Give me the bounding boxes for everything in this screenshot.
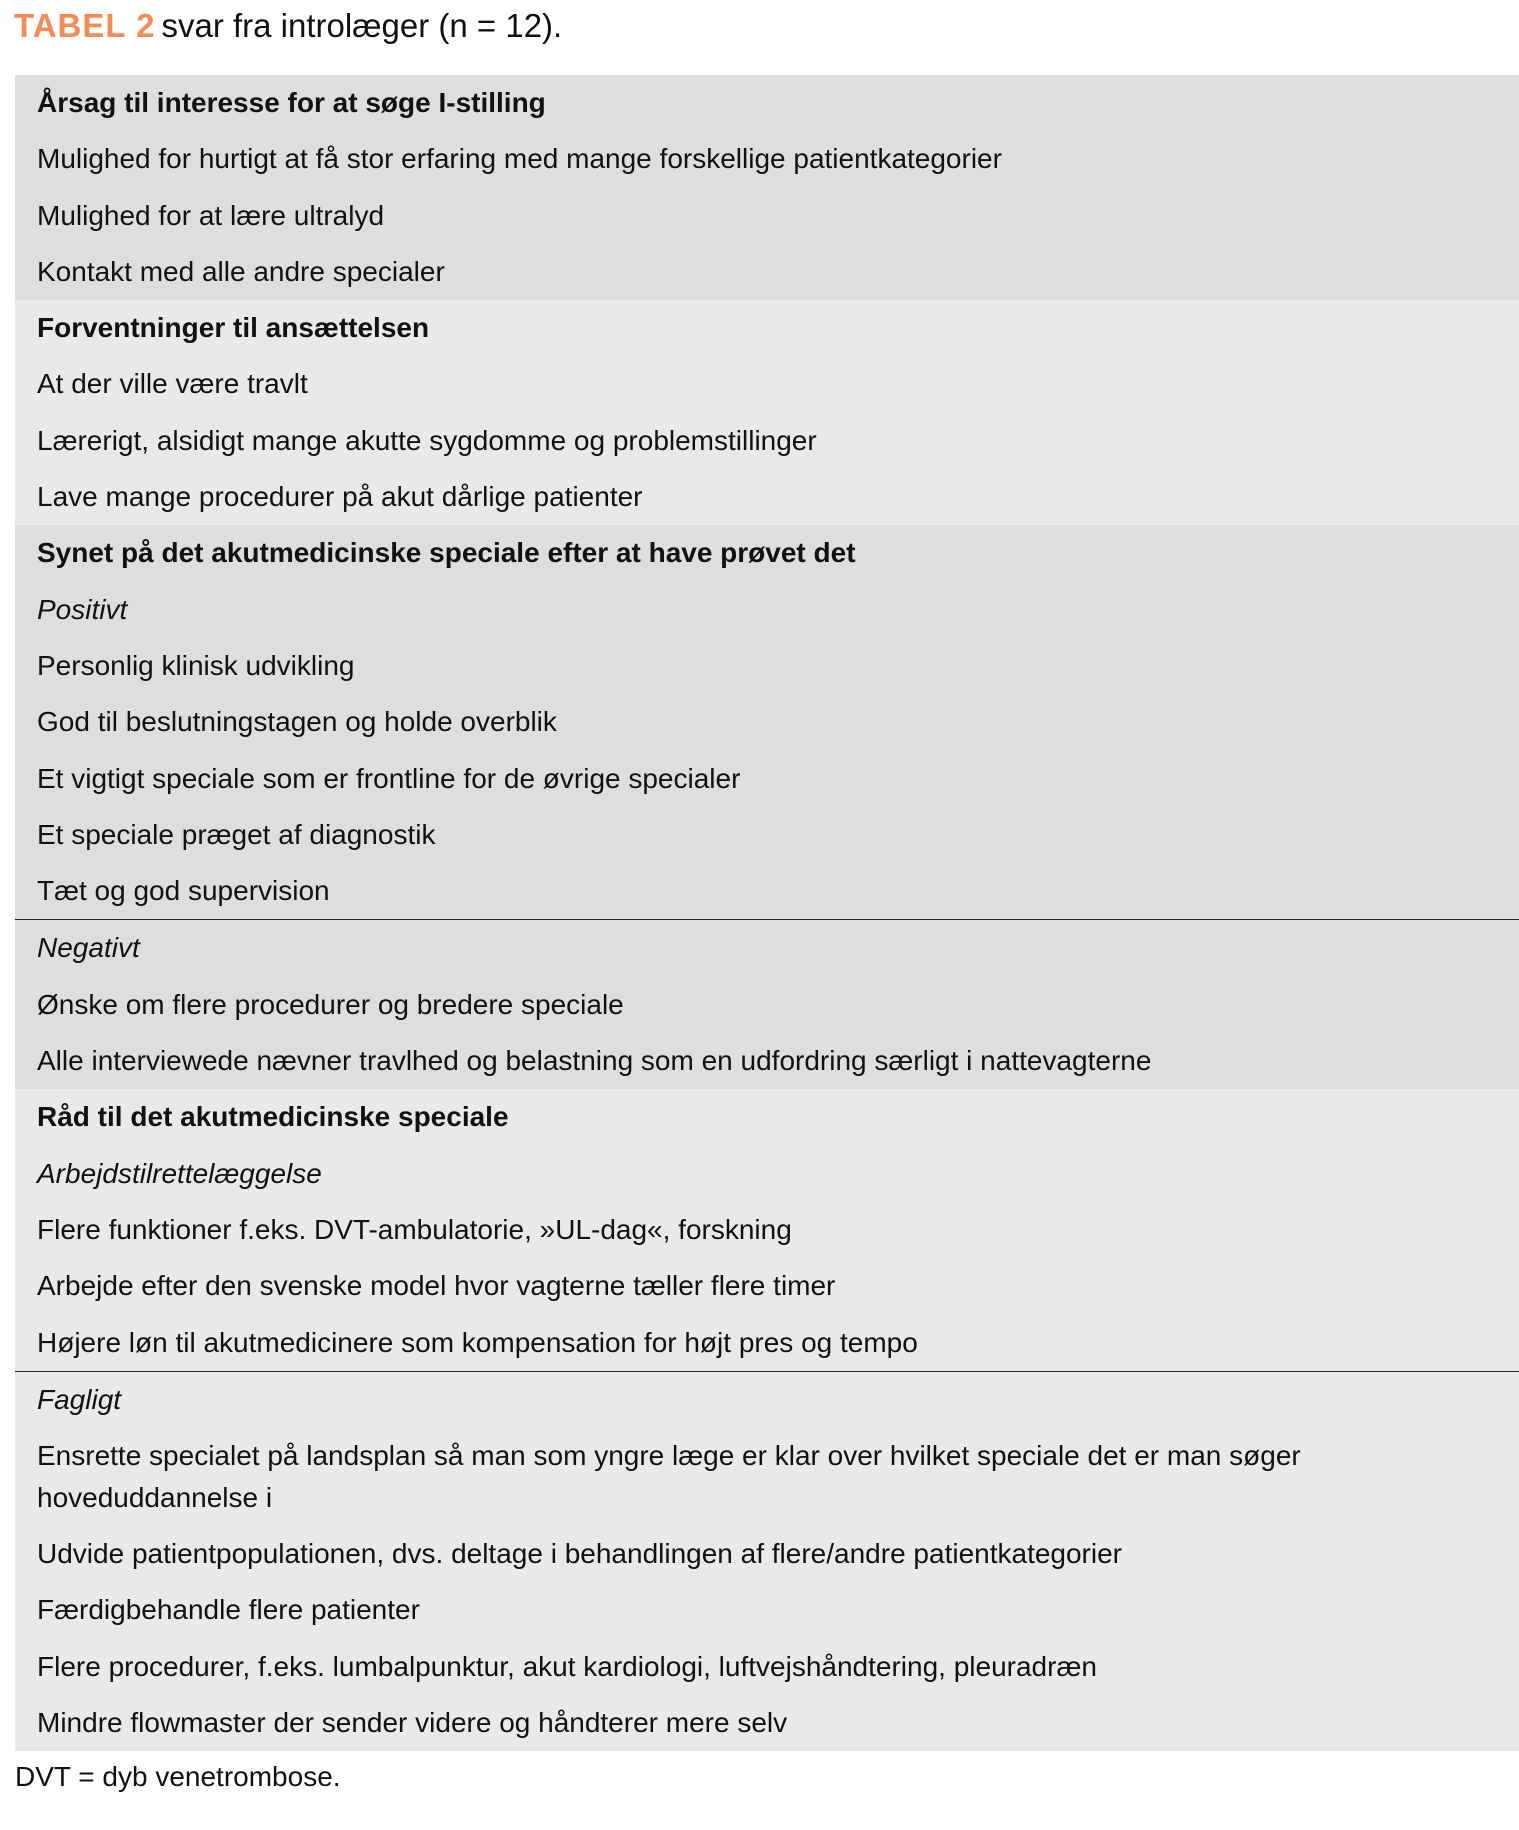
list-item: Mulighed for hurtigt at få stor erfaring med mange forskellige patientkategorier [37, 143, 1002, 175]
list-item: Ensrette specialet på landsplan så man som yngre læge er klar over hvilket speciale det er man søger hoveduddannelse i [37, 1440, 1301, 1514]
list-item: Færdigbehandle flere patienter [37, 1594, 420, 1626]
section-heading: Råd til det akutmedicinske speciale [37, 1101, 509, 1133]
subheading-positive: Positivt [37, 593, 128, 625]
list-item: Tæt og god supervision [37, 875, 330, 907]
list-item: Arbejde efter den svenske model hvor vagterne tæller flere timer [37, 1270, 836, 1302]
list-item: Personlig klinisk udvikling [37, 649, 355, 681]
subheading-work-organization: Arbejdstilrettelæggelse [37, 1157, 322, 1189]
list-item: Alle interviewede nævner travlhed og belastning som en udfordring særligt i nattevagterne [37, 1045, 1152, 1077]
subheading-professional: Fagligt [37, 1383, 122, 1415]
list-item: Flere procedurer, f.eks. lumbalpunktur, akut kardiologi, luftvejshåndtering, pleuradræn [37, 1650, 1097, 1682]
list-item: At der ville være travlt [37, 368, 308, 400]
list-item: Lave mange procedurer på akut dårlige patienter [37, 481, 643, 513]
section-heading: Synet på det akutmedicinske speciale efter at have prøvet det [37, 537, 856, 569]
table-label: TABEL 2 [14, 7, 156, 44]
section-expectations [15, 300, 1519, 525]
responses-table [15, 75, 1519, 1751]
subheading-negative: Negativt [37, 932, 140, 964]
list-item: Mulighed for at lære ultralyd [37, 199, 385, 231]
section-heading: Årsag til interesse for at søge I-stilling [37, 87, 546, 118]
table-caption: svar fra introlæger (n = 12). [161, 7, 563, 44]
table-footnote: DVT = dyb venetrombose. [15, 1761, 341, 1792]
list-item: Mindre flowmaster der sender videre og håndterer mere selv [37, 1707, 788, 1739]
list-item: Lærerigt, alsidigt mange akutte sygdomme og problemstillinger [37, 424, 817, 456]
list-item: Udvide patientpopulationen, dvs. deltage i behandlingen af flere/andre patientkategorier [37, 1538, 1122, 1570]
section-advice [15, 1089, 1519, 1751]
list-item: Et vigtigt speciale som er frontline for de øvrige specialer [37, 762, 741, 794]
list-item: Højere løn til akutmedicinere som kompensation for højt pres og tempo [37, 1326, 918, 1358]
list-item: Et speciale præget af diagnostik [37, 818, 436, 850]
list-item: God til beslutningstagen og holde overblik [37, 706, 557, 738]
list-item: Kontakt med alle andre specialer [37, 255, 445, 287]
table-title [14, 6, 562, 46]
list-item: Ønske om flere procedurer og bredere speciale [37, 988, 624, 1020]
list-item: Flere funktioner f.eks. DVT-ambulatorie, »UL-dag«, forskning [37, 1213, 792, 1245]
section-reasons [15, 75, 1519, 300]
section-view-after [15, 525, 1519, 1089]
section-heading: Forventninger til ansættelsen [37, 312, 430, 344]
